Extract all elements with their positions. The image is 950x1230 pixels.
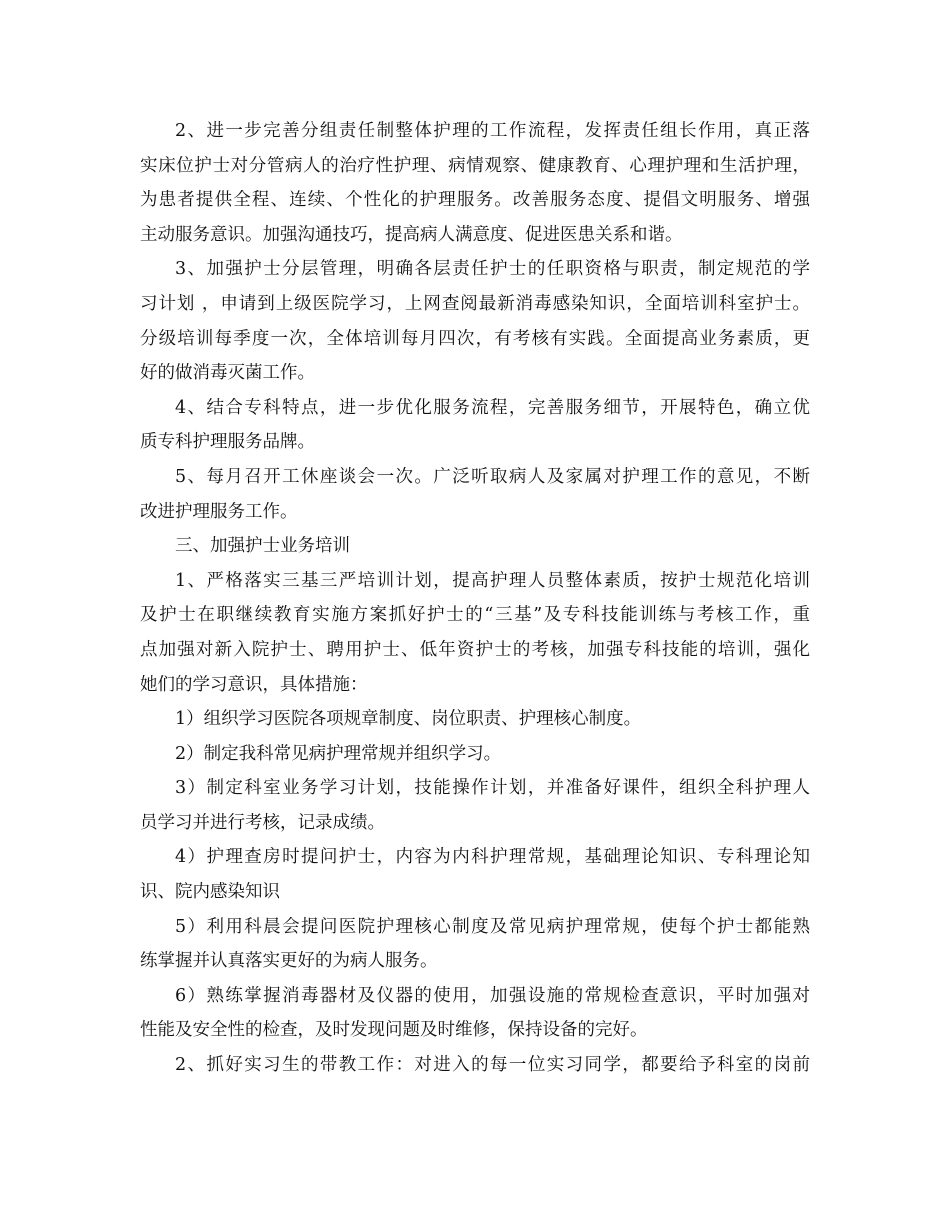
paragraph-line: 她们的学习意识，具体措施： <box>140 674 368 695</box>
paragraph-line: 主动服务意识。加强沟通技巧，提高病人满意度、促进医患关系和谐。 <box>140 224 683 245</box>
paragraph-line: 1、严格落实三基三严培训计划，提高护理人员整体素质，按护士规范化培训 <box>175 570 810 591</box>
paragraph-line: 3、加强护士分层管理，明确各层责任护士的任职资格与职责，制定规范的学 <box>175 259 810 280</box>
list-item-continuation: 性能及安全性的检查，及时发现问题及时维修，保持设备的完好。 <box>140 1020 648 1041</box>
document-page <box>140 114 810 1083</box>
list-item: 4）护理查房时提问护士，内容为内科护理常规，基础理论知识、专科理论知 <box>175 847 810 868</box>
paragraph-line: 5、每月召开工休座谈会一次。广泛听取病人及家属对护理工作的意见，不断 <box>175 466 810 487</box>
list-item-continuation: 练掌握并认真落实更好的为病人服务。 <box>140 951 438 972</box>
paragraph-line: 质专科护理服务品牌。 <box>140 432 315 453</box>
paragraph-line: 2、进一步完善分组责任制整体护理的工作流程，发挥责任组长作用，真正落 <box>175 121 810 141</box>
paragraph-line: 点加强对新入院护士、聘用护士、低年资护士的考核，加强专科技能的培训，强化 <box>140 639 810 660</box>
list-item: 5）利用科晨会提问医院护理核心制度及常见病护理常规，使每个护士都能熟 <box>175 916 810 937</box>
section-heading: 三、加强护士业务培训 <box>175 536 350 557</box>
paragraph-line: 4、结合专科特点，进一步优化服务流程，完善服务细节，开展特色，确立优 <box>175 397 810 418</box>
paragraph-line: 习计划 ，申请到上级医院学习，上网查阅最新消毒感染知识，全面培训科室护士。 <box>140 293 810 314</box>
list-item: 3）制定科室业务学习计划，技能操作计划，并准备好课件，组织全科护理人 <box>175 778 810 799</box>
paragraph-line: 实床位护士对分管病人的治疗性护理、病情观察、健康教育、心理护理和生活护理， <box>140 155 810 176</box>
paragraph-line: 及护士在职继续教育实施方案抓好护士的“三基”及专科技能训练与考核工作，重 <box>140 605 810 626</box>
list-item: 2）制定我科常见病护理常规并组织学习。 <box>175 743 502 764</box>
paragraph-line: 改进护理服务工作。 <box>140 501 298 522</box>
list-item-continuation: 识、院内感染知识 <box>140 882 280 903</box>
list-item: 1）组织学习医院各项规章制度、岗位职责、护理核心制度。 <box>175 709 642 730</box>
paragraph-line: 为患者提供全程、连续、个性化的护理服务。改善服务态度、提倡文明服务、增强 <box>140 190 810 211</box>
list-item-continuation: 员学习并进行考核，记录成绩。 <box>140 812 385 833</box>
paragraph-line: 分级培训每季度一次，全体培训每月四次，有考核有实践。全面提高业务素质，更 <box>140 328 810 349</box>
paragraph-line: 2、抓好实习生的带教工作：对进入的每一位实习同学，都要给予科室的岗前 <box>175 1055 810 1076</box>
paragraph-line: 好的做消毒灭菌工作。 <box>140 363 315 384</box>
list-item: 6）熟练掌握消毒器材及仪器的使用，加强设施的常规检查意识，平时加强对 <box>175 985 810 1006</box>
